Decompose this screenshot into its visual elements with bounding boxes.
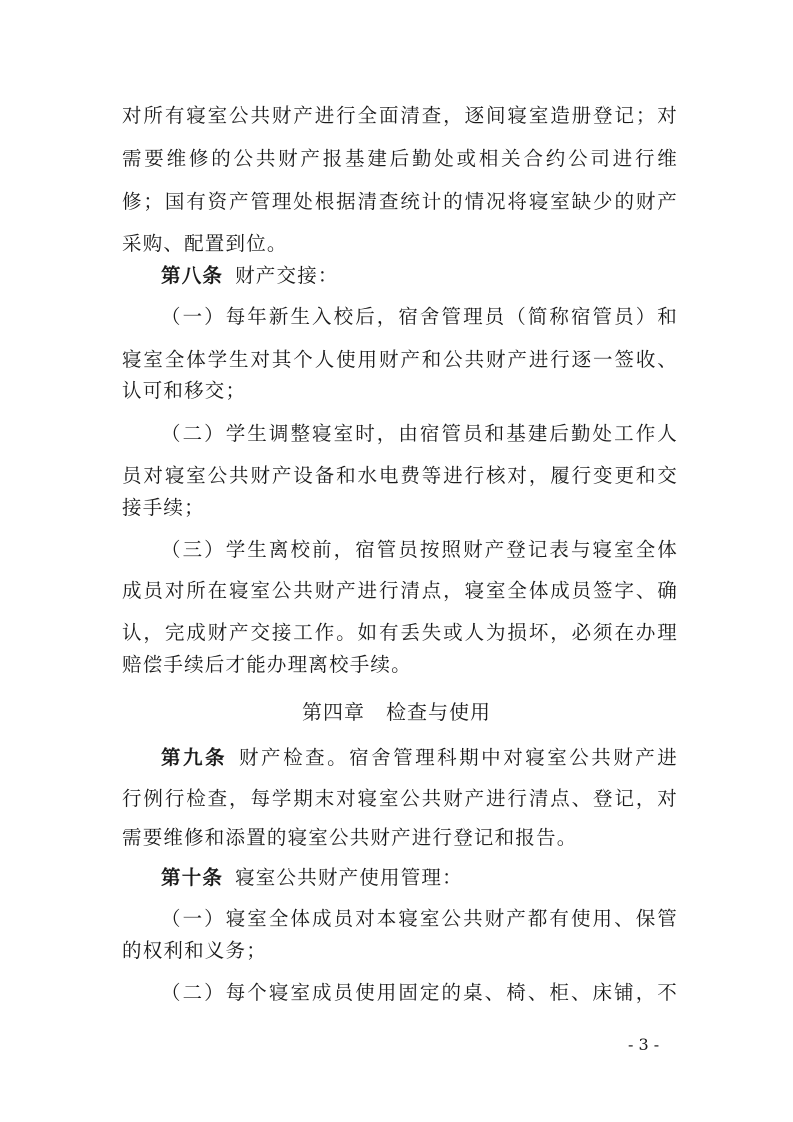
article-10-text: 寝室公共财产使用管理： [235,866,463,889]
article-10 [161,865,678,891]
item-3-line-1: （三）学生离校前，宿管员按照财产登记表与寝室全体 [161,538,678,561]
body-line-4: 采购、配置到位。 [122,232,288,255]
body-line-1: 对所有寝室公共财产进行全面清查，逐间寝室造册登记；对 [122,104,678,127]
item-10-2-line-1: （二）每个寝室成员使用固定的桌、椅、柜、床铺，不 [161,981,678,1004]
item-3-line-2: 成员对所在寝室公共财产进行清点，寝室全体成员签字、确 [122,579,678,602]
article-9-text: 财产检查。宿舍管理科期中对寝室公共财产进 [239,746,678,769]
article-9-heading: 第九条 [161,746,228,769]
article-9-line-2: 行例行检查，每学期末对寝室公共财产进行清点、登记，对 [122,787,678,810]
item-2-line-3: 接手续； [122,496,205,519]
article-8-heading: 第八条 [161,264,224,287]
article-10-heading: 第十条 [161,866,224,889]
article-8 [161,263,678,289]
item-3-line-3: 认，完成财产交接工作。如有丢失或人为损坏，必须在办理 [122,621,678,644]
body-line-3: 修；国有资产管理处根据清查统计的情况将寝室缺少的财产 [122,190,678,213]
item-10-1-line-1: （一）寝室全体成员对本寝室公共财产都有使用、保管 [161,907,678,930]
page-number: - 3 - [628,1035,660,1054]
article-8-text: 财产交接： [235,264,339,287]
item-1-line-2: 寝室全体学生对其个人使用财产和公共财产进行逐一签收、 [122,348,678,371]
body-line-2: 需要维修的公共财产报基建后勤处或相关合约公司进行维 [122,147,678,170]
article-9 [161,745,678,771]
item-1-line-3: 认可和移交； [122,379,247,402]
chapter-title: 第四章 检查与使用 [302,700,491,724]
item-2-line-2: 员对寝室公共财产设备和水电费等进行核对，履行变更和交 [122,464,678,487]
item-3-line-4: 赔偿手续后才能办理离校手续。 [122,653,412,676]
item-1-line-1: （一）每年新生入校后，宿舍管理员（简称宿管员）和 [161,305,678,328]
article-9-line-3: 需要维修和添置的寝室公共财产进行登记和报告。 [122,826,578,849]
item-2-line-1: （二）学生调整寝室时，由宿管员和基建后勤处工作人 [161,422,678,445]
item-10-1-line-2: 的权利和义务； [122,939,267,962]
